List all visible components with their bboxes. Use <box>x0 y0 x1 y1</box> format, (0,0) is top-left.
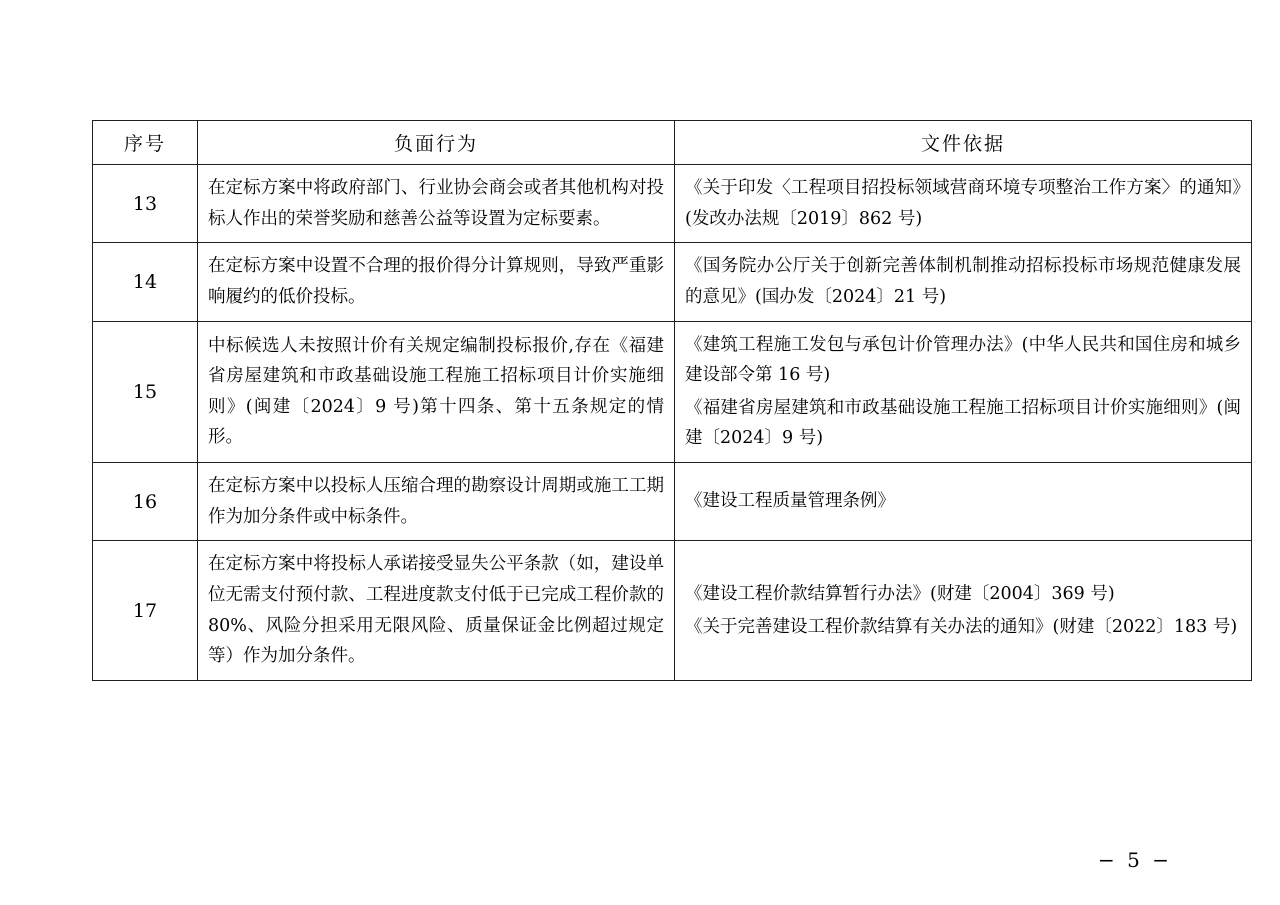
column-header-behavior: 负面行为 <box>198 121 675 165</box>
behavior-paragraph: 在定标方案中将投标人承诺接受显失公平条款（如，建设单位无需支付预付款、工程进度款支付低于已完成工程价款的 80%、风险分担采用无限风险、质量保证金比例超过规定等）作为加分条件。 <box>208 554 664 667</box>
behavior-paragraph: 在定标方案中将政府部门、行业协会商会或者其他机构对投标人作出的荣誉奖励和慈善公益等设置为定标要素。 <box>208 178 664 229</box>
row-index: 16 <box>93 463 198 541</box>
page-number: − 5 − <box>1098 848 1172 872</box>
row-index: 13 <box>93 165 198 243</box>
negative-behavior-table <box>92 120 1252 681</box>
basis-paragraph: 《建设工程质量管理条例》 <box>685 491 895 512</box>
behavior-paragraph: 中标候选人未按照计价有关规定编制投标报价,存在《福建省房屋建筑和市政基础设施工程施工招标项目计价实施细则》(闽建〔2024〕9 号)第十四条、第十五条规定的情形。 <box>208 335 664 448</box>
basis-paragraph: 《国务院办公厅关于创新完善体制机制推动招标投标市场规范健康发展的意见》(国办发〔2024〕21 号) <box>685 256 1241 307</box>
row-basis <box>675 541 1252 681</box>
basis-paragraph: 《关于印发〈工程项目招投标领域营商环境专项整治工作方案〉的通知》(发改办法规〔2019〕862 号) <box>685 178 1241 229</box>
behavior-paragraph: 在定标方案中设置不合理的报价得分计算规则，导致严重影响履约的低价投标。 <box>208 256 664 307</box>
row-index: 14 <box>93 243 198 321</box>
row-index: 15 <box>93 321 198 463</box>
table-row <box>93 321 1252 463</box>
basis-paragraph: 《关于完善建设工程价款结算有关办法的通知》(财建〔2022〕183 号) <box>685 616 1238 637</box>
table-header-row <box>93 121 1252 165</box>
row-behavior <box>198 541 675 681</box>
table-row <box>93 165 1252 243</box>
table-row <box>93 243 1252 321</box>
row-behavior <box>198 243 675 321</box>
basis-paragraph: 《福建省房屋建筑和市政基础设施工程施工招标项目计价实施细则》(闽建〔2024〕9 号) <box>685 397 1241 449</box>
basis-paragraph: 《建设工程价款结算暂行办法》(财建〔2004〕369 号) <box>685 583 1115 604</box>
table-row <box>93 463 1252 541</box>
row-behavior <box>198 321 675 463</box>
row-behavior <box>198 165 675 243</box>
column-header-index: 序号 <box>93 121 198 165</box>
row-index: 17 <box>93 541 198 681</box>
column-header-basis: 文件依据 <box>675 121 1252 165</box>
row-basis <box>675 243 1252 321</box>
row-basis <box>675 321 1252 463</box>
table-row <box>93 541 1252 681</box>
row-basis <box>675 165 1252 243</box>
row-behavior <box>198 463 675 541</box>
behavior-paragraph: 在定标方案中以投标人压缩合理的勘察设计周期或施工工期作为加分条件或中标条件。 <box>208 476 664 527</box>
basis-paragraph: 《建筑工程施工发包与承包计价管理办法》(中华人民共和国住房和城乡建设部令第 16 号) <box>685 334 1241 386</box>
row-basis <box>675 463 1252 541</box>
